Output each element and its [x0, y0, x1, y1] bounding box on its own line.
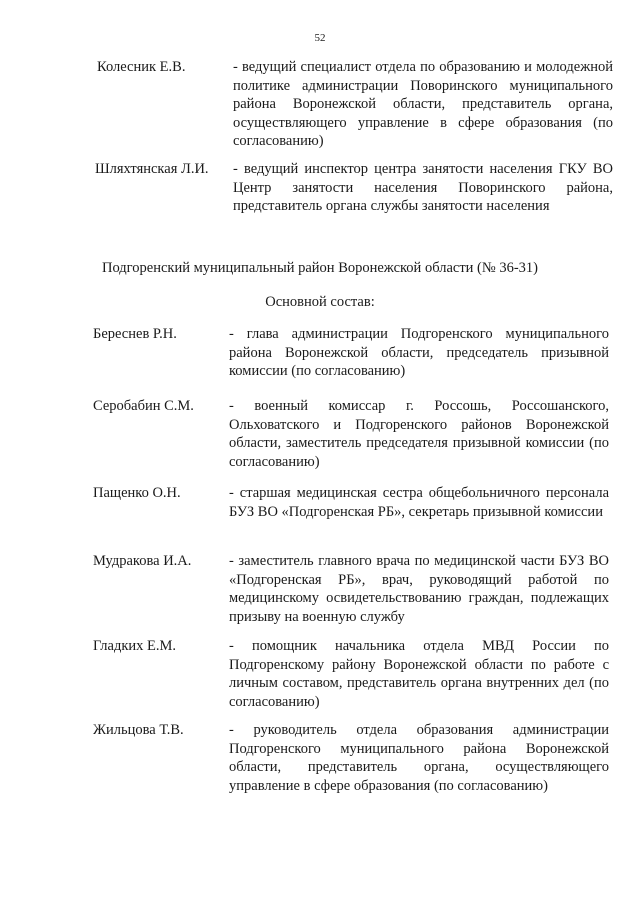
member-description: - заместитель главного врача по медицинской части БУЗ ВО «Подгоренская РБ», врач, руководящий работой по медицинскому освидетельствованию граждан, подлежащих призыву на военную службу	[229, 553, 609, 625]
member-name: Мудракова И.А.	[93, 553, 192, 569]
section-title: Подгоренский муниципальный район Воронежской области (№ 36-31)	[102, 260, 538, 276]
member-name: Колесник Е.В.	[97, 59, 186, 75]
member-description: - ведущий инспектор центра занятости населения ГКУ ВО Центр занятости населения Поворинского района, представитель органа службы занятости населения	[233, 161, 613, 214]
member-description: - ведущий специалист отдела по образованию и молодежной политике администрации Поворинского муниципального района Воронежской области, представитель органа, осуществляющего управление в сфере образования (по согласованию)	[233, 59, 613, 149]
member-description: - помощник начальника отдела МВД России по Подгоренскому району Воронежской области по работе с личным составом, представитель органа внутренних дел (по согласованию)	[229, 638, 609, 710]
member-description: - военный комиссар г. Россошь, Россошанского, Ольховатского и Подгоренского районов Воронежской области, заместитель председателя призывной комиссии (по согласованию)	[229, 398, 609, 470]
section-subtitle: Основной состав:	[265, 294, 375, 310]
member-name: Пащенко О.Н.	[93, 485, 181, 501]
page-number: 52	[314, 32, 326, 44]
member-description: - старшая медицинская сестра общебольничного персонала БУЗ ВО «Подгоренская РБ», секретарь призывной комиссии	[229, 485, 609, 520]
member-name: Шляхтянская Л.И.	[95, 161, 209, 177]
member-description: - глава администрации Подгоренского муниципального района Воронежской области, председатель призывной комиссии (по согласованию)	[229, 326, 609, 379]
member-name: Серобабин С.М.	[93, 398, 194, 414]
member-name: Жильцова Т.В.	[93, 722, 184, 738]
member-description: - руководитель отдела образования администрации Подгоренского муниципального района Воронежской области, представитель органа, осуществляющего управление в сфере образования (по согласованию)	[229, 722, 609, 794]
member-name: Береснев Р.Н.	[93, 326, 177, 342]
member-name: Гладких Е.М.	[93, 638, 177, 654]
